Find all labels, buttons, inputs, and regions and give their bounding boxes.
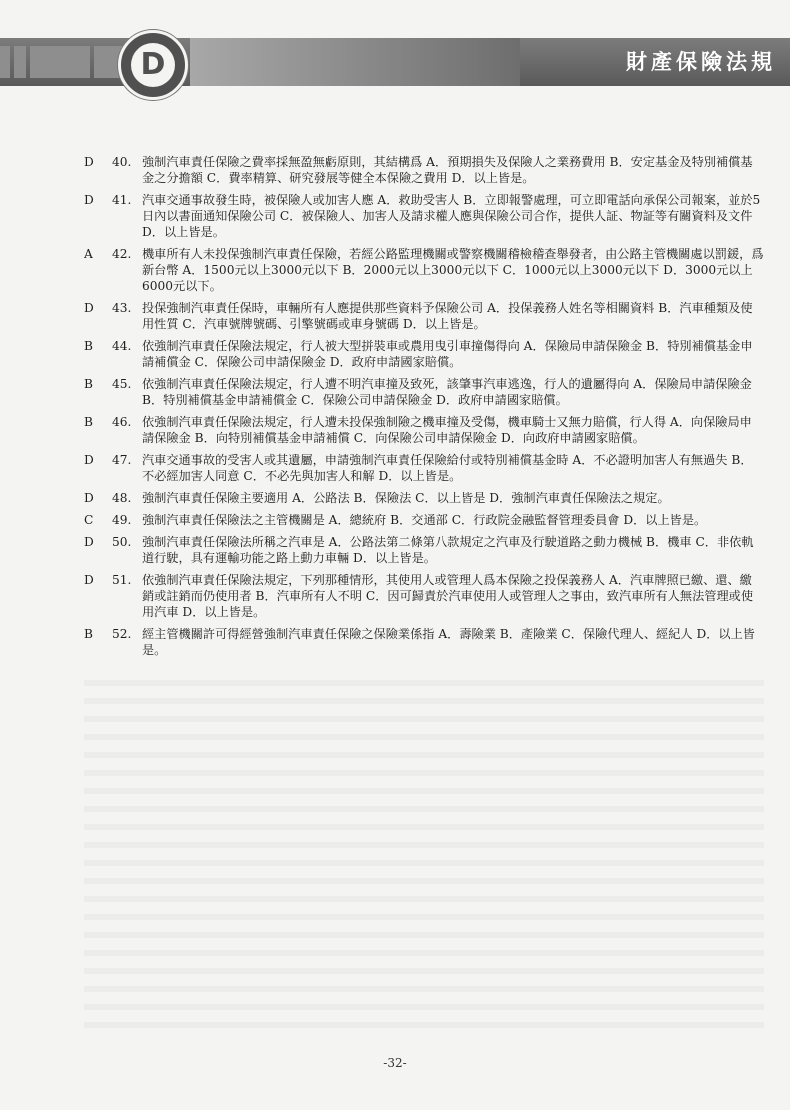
question-answer: D [84,535,94,549]
question-number: 48. [112,491,132,505]
question-number: 51. [112,573,132,587]
question-answer: A [84,247,93,261]
question-number: 50. [112,535,132,549]
question-text: 機車所有人未投保強制汽車責任保險，若經公路監理機關或警察機關稽檢稽查舉發者，由公路主管機關處以罰鍰，爲新台幣 A．1500元以上3000元以下 B．2000元以上3000元以下 C．1000元以上3000元以下 D．3000元以上6000元以下。 [142,247,764,293]
question-text: 依強制汽車責任保險法規定，行人遭未投保強制險之機車撞及受傷，機車騎士又無力賠償，行人得 A．向保險局申請保險金 B．向特別補償基金申請補償 C．向保險公司申請保險金 D．向政府申請國家賠償。 [142,415,752,445]
question-number: 46. [112,415,132,429]
publisher-logo [118,30,188,100]
question-answer: D [84,193,94,207]
question-text: 投保強制汽車責任保時，車輛所有人應提供那些資料予保險公司 A．投保義務人姓名等相關資料 B．汽車種類及使用性質 C．汽車號牌號碼、引擎號碼或車身號碼 D．以上皆是。 [142,301,753,331]
question-list [84,154,764,664]
question-item [84,572,764,620]
bleed-through-shadow [84,680,764,1030]
question-number: 42. [112,247,132,261]
question-text: 強制汽車責任保險之費率採無盈無虧原則，其結構爲 A．預期損失及保險人之業務費用 B．安定基金及特別補償基金之分擔額 C．費率精算、研究發展等健全本保險之費用 D．以上皆是。 [142,155,753,185]
question-item [84,300,764,332]
question-text: 強制汽車責任保險主要適用 A．公路法 B．保險法 C．以上皆是 D．強制汽車責任保險法之規定。 [142,491,670,505]
header-banner-highlight [190,38,520,86]
question-text: 依強制汽車責任保險法規定，行人遭不明汽車撞及致死，該肇事汽車逃逸，行人的遺屬得向 A．保險局申請保險金 B．特別補償基金申請補償金 C．保險公司申請保險金 D．政府申請國家賠償。 [142,377,752,407]
question-answer: D [84,301,94,315]
question-number: 52. [112,627,132,641]
question-text: 依強制汽車責任保險法規定，下列那種情形，其使用人或管理人爲本保險之投保義務人 A．汽車牌照已繳、還、繳銷或註銷而仍使用者 B．汽車所有人不明 C．因可歸責於汽車使用人或管理人之事由，致汽車所有人無法管理或使用汽車 D．以上皆是。 [142,573,754,619]
question-answer: D [84,453,94,467]
question-item [84,626,764,658]
question-answer: C [84,513,94,527]
question-number: 47. [112,453,132,467]
question-answer: B [84,377,93,391]
question-item [84,414,764,446]
question-item [84,512,764,528]
question-item [84,246,764,294]
question-item [84,376,764,408]
question-answer: B [84,627,93,641]
question-text: 汽車交通事故的受害人或其遺屬，申請強制汽車責任保險給付或特別補償基金時 A．不必證明加害人有無過失 B．不必經加害人同意 C．不必先與加害人和解 D．以上皆是。 [142,453,753,483]
question-text: 汽車交通事故發生時，被保險人或加害人應 A．救助受害人 B．立即報警處理，可立即電話向承保公司報案，並於5日內以書面通知保險公司 C．被保險人、加害人及請求權人應與保險公司合作，提供人証、物証等有關資料及文件 D．以上皆是。 [142,193,761,239]
question-answer: D [84,573,94,587]
question-text: 強制汽車責任保險法所稱之汽車是 A．公路法第二條第八款規定之汽車及行駛道路之動力機械 B．機車 C．非依軌道行駛，具有運輸功能之路上動力車輛 D．以上皆是。 [142,535,754,565]
question-item [84,192,764,240]
question-number: 40. [112,155,132,169]
question-item [84,452,764,484]
question-answer: D [84,155,94,169]
question-number: 44. [112,339,132,353]
question-number: 49. [112,513,132,527]
question-text: 經主管機關許可得經營強制汽車責任保險之保險業係指 A．壽險業 B．產險業 C．保險代理人、經紀人 D．以上皆是。 [142,627,755,657]
question-answer: B [84,415,93,429]
question-item [84,338,764,370]
page-number: -32- [383,1056,407,1070]
question-number: 41. [112,193,132,207]
question-item [84,154,764,186]
question-answer: B [84,339,93,353]
logo-glyph: D [140,47,166,82]
question-number: 43. [112,301,132,315]
logo-inner-circle [131,43,175,87]
question-number: 45. [112,377,132,391]
question-item [84,490,764,506]
chapter-title: 財產保險法規 [626,50,776,74]
question-text: 強制汽車責任保險法之主管機關是 A．總統府 B．交通部 C．行政院金融監督管理委員會 D．以上皆是。 [142,513,707,527]
question-item [84,534,764,566]
question-answer: D [84,491,94,505]
question-text: 依強制汽車責任保險法規定，行人被大型拼裝車或農用曳引車撞傷得向 A．保險局申請保險金 B．特別補償基金申請補償金 C．保險公司申請保險金 D．政府申請國家賠償。 [142,339,753,369]
